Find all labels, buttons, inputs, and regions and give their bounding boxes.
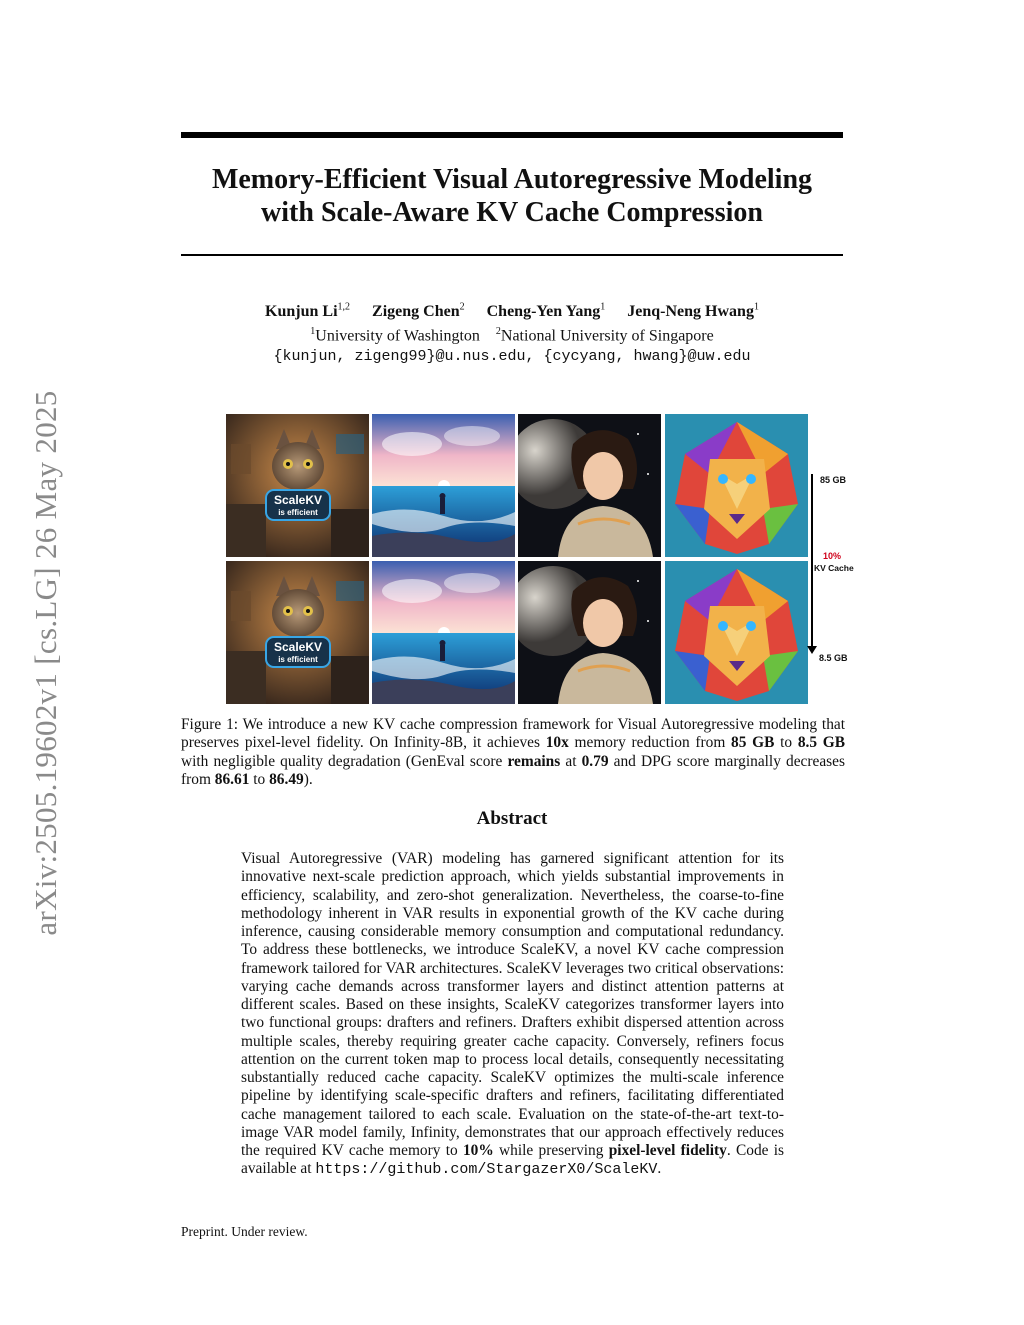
title-bottom-rule	[181, 254, 843, 256]
paper-title	[181, 163, 843, 229]
code-link[interactable]: https://github.com/StargazerX0/ScaleKV	[315, 1161, 658, 1179]
author: Kunjun Li$^{1,2}$	[265, 302, 351, 321]
author-emails: {kunjun, zigeng99}@u.nus.edu, {cycyang, hwang}@uw.edu	[273, 347, 751, 365]
author: Cheng-Yen Yang$^1$	[486, 302, 606, 321]
abstract-body	[241, 850, 784, 1180]
sign-text-1: ScaleKV	[273, 493, 323, 507]
image-lion-compressed	[665, 561, 808, 704]
sign-text-2: is efficient	[278, 508, 318, 517]
title-top-rule	[181, 132, 843, 138]
arxiv-stamp	[16, 368, 76, 958]
figure-caption	[181, 716, 845, 789]
abstract-run: Visual Autoregressive (VAR) modeling has garnered significant attention for its innovative next-scale prediction approach, which yields substantial improvements in efficiency, scalability, and zero-shot generalization. Nevertheless, the coarse-to-fine methodology inherent in VAR results in exponential growth of the KV cache during inference, causing considerable memory consumption and computational redundancy. To address these bottlenecks, we introduce ScaleKV, a novel KV cache compression framework tailored for VAR architectures. ScaleKV leverages two critical observations: varying cache demands across transformer layers and distinct attention patterns at different scales. Based on these insights, ScaleKV categorizes transformer layers into two functional groups: drafters and refiners. Drafters exhibit dispersed attention across multiple scales, thereby requiring greater cache capacity. Conversely, refiners focus attention on the current token map to process local details, consequently necessitating substantially reduced cache capacity. ScaleKV optimizes the multi-scale inference pipeline by identifying scale-specific drafters and refiners, facilitating differentiated cache management tailored to each scale. Evaluation on the state-of-the-art text-to-image VAR model family, Infinity, demonstrates that our approach effectively reduces the required KV cache memory to	[241, 850, 784, 1159]
caption-run: with negligible quality degradation (GenEval score	[181, 752, 508, 770]
caption-run: to	[774, 734, 798, 752]
author: Jenq-Neng Hwang$^1$	[627, 302, 759, 321]
image-lion-original	[665, 414, 808, 557]
caption-run: ).	[303, 770, 313, 788]
image-astronaut-compressed	[518, 561, 661, 704]
caption-run: to	[249, 770, 270, 788]
title-line-2: with Scale-Aware KV Cache Compression	[261, 197, 763, 228]
abstract-run: while preserving	[493, 1142, 609, 1159]
author-list	[181, 298, 843, 322]
abstract-run: 10%	[462, 1142, 494, 1159]
arrow-line	[811, 474, 813, 649]
abstract-run: .	[657, 1160, 662, 1178]
arrow-head-icon	[807, 646, 817, 654]
caption-run: and DPG score marginally decreases from	[181, 752, 845, 788]
label-10-percent: 10%	[823, 551, 842, 561]
caption-run: 10x	[545, 734, 569, 752]
image-cat-compressed	[226, 561, 369, 704]
arxiv-stamp-text: arXiv:2505.19602v1 [cs.LG] 26 May 2025	[28, 390, 63, 936]
label-85gb: 85 GB	[820, 475, 847, 485]
caption-run: 0.79	[581, 752, 609, 770]
image-ocean-original	[372, 414, 515, 557]
affiliations: $^1$University of Washington $^2$National University of Singapore	[310, 326, 714, 345]
image-ocean-compressed	[372, 561, 515, 704]
sign-text-1: ScaleKV	[273, 640, 323, 654]
caption-run: memory reduction from	[568, 734, 732, 752]
author: Zigeng Chen$^2$	[372, 302, 465, 321]
caption-run: Figure 1: We introduce a new KV cache compression framework for Visual Autoregressive modeling that preserves pixel-level fidelity. On Infinity-8B, it achieves	[181, 716, 845, 752]
abstract-run: pixel-level fidelity	[608, 1142, 727, 1159]
caption-run: 8.5 GB	[797, 734, 846, 752]
sign-text-2: is efficient	[278, 655, 318, 664]
image-cat-original	[226, 414, 369, 557]
author-block	[181, 298, 843, 367]
caption-run: 86.61	[214, 770, 250, 788]
label-8-5gb: 8.5 GB	[819, 653, 848, 663]
caption-run: remains	[507, 752, 561, 770]
abstract-run: . Code is available at	[241, 1142, 785, 1178]
title-line-1: Memory-Efficient Visual Autoregressive Modeling	[211, 164, 813, 195]
caption-run: at	[560, 752, 582, 770]
abstract-heading: Abstract	[476, 808, 548, 829]
caption-run: 86.49	[269, 770, 304, 788]
footer-note: Preprint. Under review.	[181, 1224, 308, 1239]
image-astronaut-original	[518, 414, 661, 557]
label-kv-cache: KV Cache	[814, 563, 854, 573]
figure-1	[226, 414, 854, 706]
caption-run: 85 GB	[731, 734, 775, 752]
